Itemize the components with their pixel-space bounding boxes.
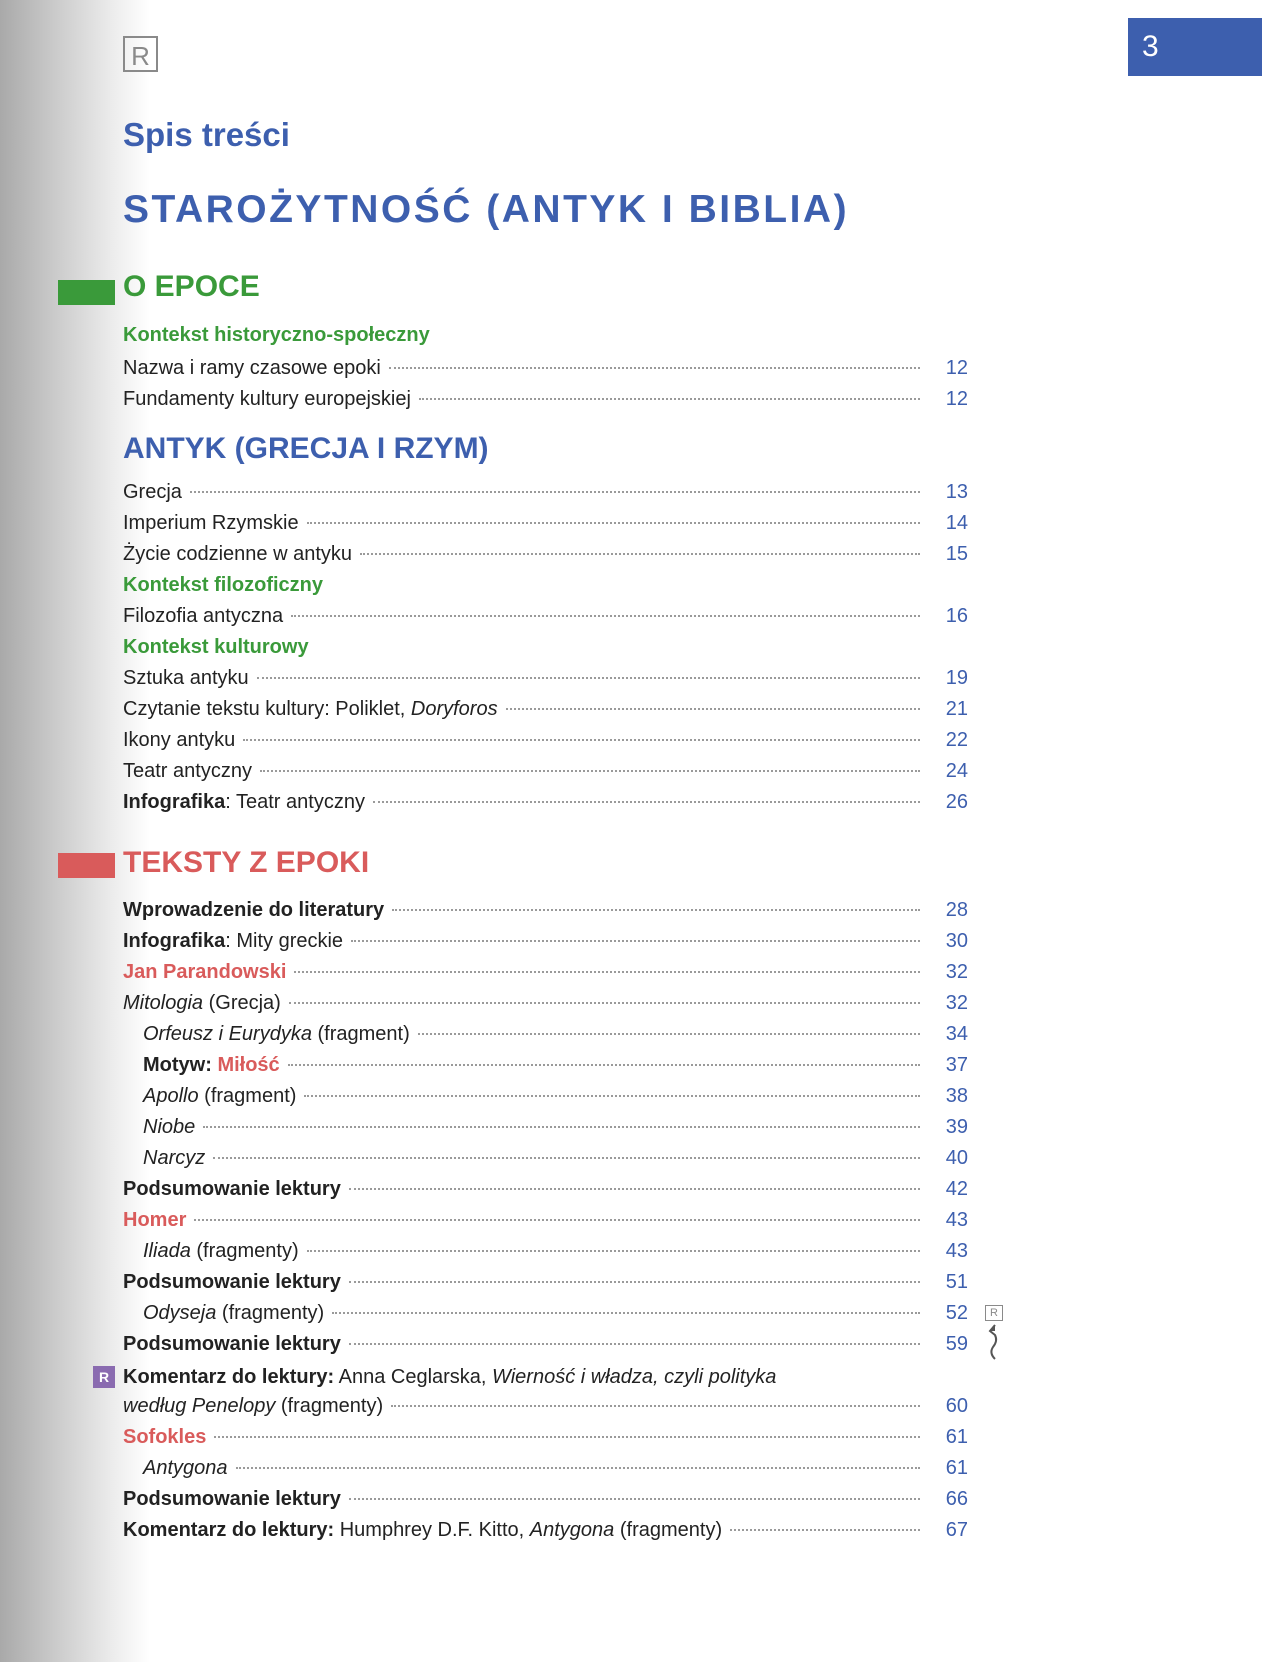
toc-entry-author[interactable]: Homer 43	[123, 1209, 968, 1231]
toc-entry[interactable]: Filozofia antyczna 16	[123, 605, 968, 627]
section-heading-o-epoce: O EPOCE	[123, 270, 260, 303]
toc-entry[interactable]: Iliada (fragmenty) 43	[143, 1240, 968, 1262]
toc-entry-comment[interactable]: Komentarz do lektury: Humphrey D.F. Kitto, Antygona (fragmenty) 67	[123, 1519, 968, 1541]
toc-entry[interactable]: Sztuka antyku 19	[123, 667, 968, 689]
section-heading-antyk: ANTYK (GRECJA I RZYM)	[123, 432, 489, 465]
toc-entry[interactable]: Apollo (fragment) 38	[143, 1085, 968, 1107]
toc-entry-comment-line2[interactable]: według Penelopy (fragmenty) 60	[123, 1395, 968, 1417]
toc-title: Spis treści	[123, 116, 290, 153]
section-color-bar-red	[58, 853, 115, 878]
toc-entry[interactable]: Infografika: Mity greckie 30	[123, 930, 968, 952]
r-extended-side-mark: R	[985, 1305, 1003, 1321]
toc-entry[interactable]: Podsumowanie lektury 59	[123, 1333, 968, 1355]
toc-entry[interactable]: Wprowadzenie do literatury 28	[123, 899, 968, 921]
section-color-bar-green	[58, 280, 115, 305]
toc-entry[interactable]: Teatr antyczny 24	[123, 760, 968, 782]
page-number: 3	[1128, 18, 1262, 76]
subsection-philosophical: Kontekst filozoficzny	[123, 574, 324, 596]
r-extended-badge: R	[93, 1366, 115, 1388]
toc-entry[interactable]: Czytanie tekstu kultury: Poliklet, Doryforos 21	[123, 698, 968, 720]
toc-entry[interactable]: Nazwa i ramy czasowe epoki 12	[123, 357, 968, 379]
toc-entry[interactable]: Imperium Rzymskie 14	[123, 512, 968, 534]
toc-entry[interactable]: Orfeusz i Eurydyka (fragment) 34	[143, 1023, 968, 1045]
toc-entry[interactable]: Podsumowanie lektury 51	[123, 1271, 968, 1293]
toc-entry[interactable]: Mitologia (Grecja) 32	[123, 992, 968, 1014]
toc-entry[interactable]: Fundamenty kultury europejskiej 12	[123, 388, 968, 410]
toc-entry[interactable]: Antygona 61	[143, 1457, 968, 1479]
subsection-cultural: Kontekst kulturowy	[123, 636, 309, 658]
toc-entry[interactable]: Życie codzienne w antyku 15	[123, 543, 968, 565]
era-title: STAROŻYTNOŚĆ (ANTYK I BIBLIA)	[123, 188, 850, 231]
toc-entry[interactable]: Niobe 39	[143, 1116, 968, 1138]
section-heading-teksty: TEKSTY Z EPOKI	[123, 846, 370, 879]
toc-entry[interactable]: Grecja 13	[123, 481, 968, 503]
r-extended-mark: R	[123, 36, 158, 72]
toc-entry[interactable]: Narcyz 40	[143, 1147, 968, 1169]
toc-entry[interactable]: Podsumowanie lektury 66	[123, 1488, 968, 1510]
toc-entry-author[interactable]: Sofokles 61	[123, 1426, 968, 1448]
bracket-squiggle-icon	[985, 1323, 1005, 1361]
toc-entry-comment-line1[interactable]: Komentarz do lektury: Anna Ceglarska, Wierność i władza, czyli polityka	[123, 1366, 777, 1388]
toc-entry-author[interactable]: Jan Parandowski 32	[123, 961, 968, 983]
toc-entry[interactable]: Ikony antyku 22	[123, 729, 968, 751]
toc-entry[interactable]: Podsumowanie lektury 42	[123, 1178, 968, 1200]
toc-entry[interactable]: Infografika: Teatr antyczny 26	[123, 791, 968, 813]
subsection-historical: Kontekst historyczno-społeczny	[123, 324, 430, 346]
toc-entry[interactable]: Motyw: Miłość 37	[143, 1054, 968, 1076]
toc-entry[interactable]: Odyseja (fragmenty) 52	[143, 1302, 968, 1324]
